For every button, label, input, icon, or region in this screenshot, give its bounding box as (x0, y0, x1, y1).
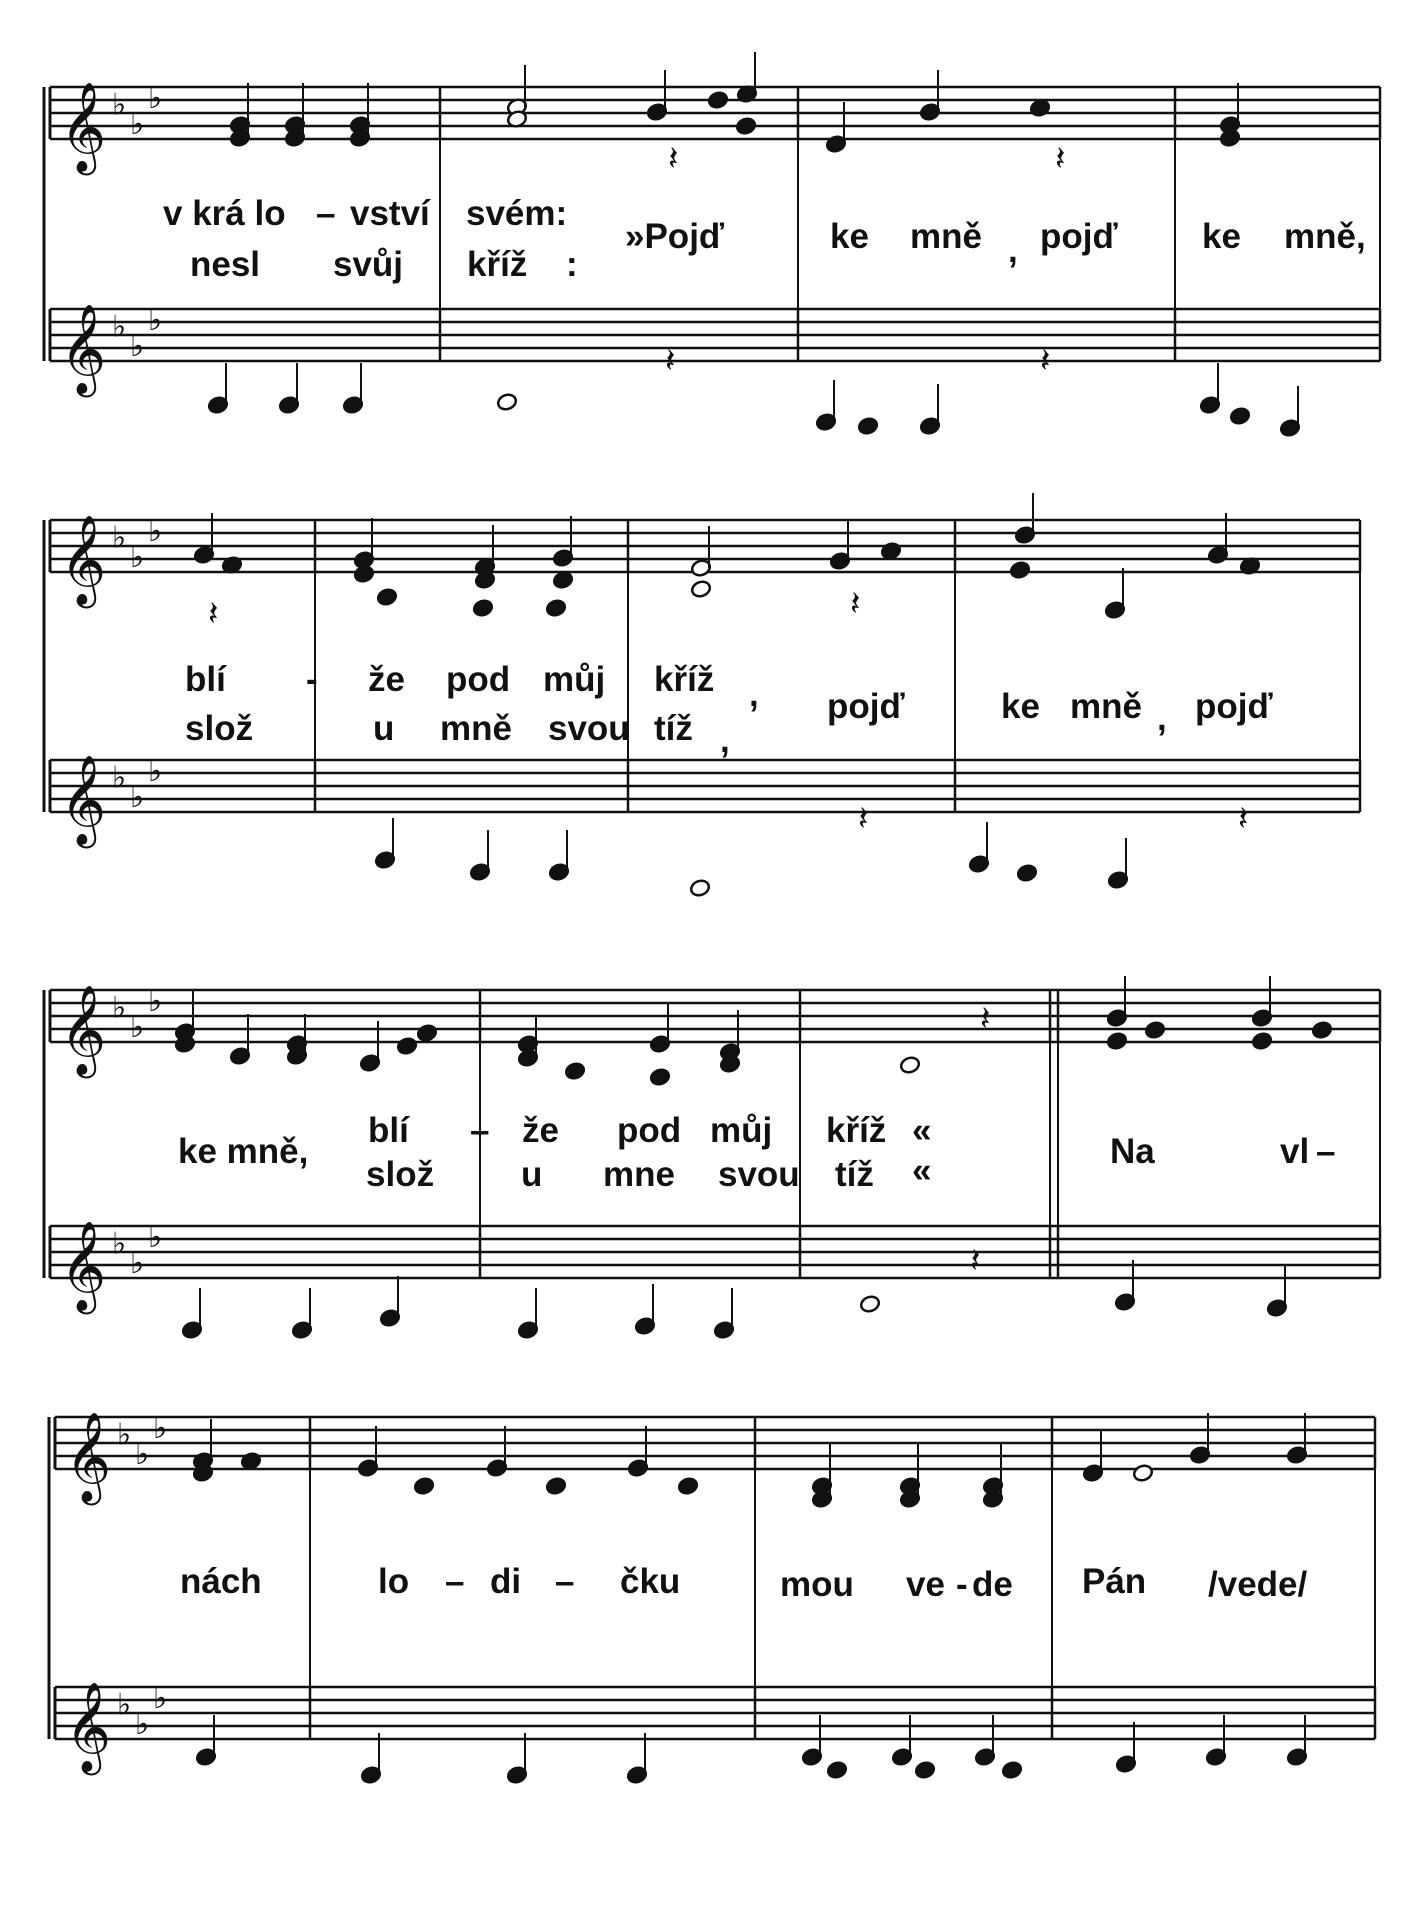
notehead (677, 1476, 699, 1495)
treble-clef-icon: 𝄞 (60, 82, 107, 170)
lyric: pod (617, 1111, 682, 1150)
flat-icon: ♭ (112, 1227, 127, 1261)
notehead (914, 1760, 936, 1779)
flat-icon: ♭ (153, 1412, 168, 1446)
lyric: u (373, 709, 395, 748)
lyric: nesl (190, 245, 261, 284)
lyric: můj (543, 660, 606, 699)
lyric: mně (440, 709, 512, 748)
notehead (1144, 1020, 1166, 1039)
lyric: blí (185, 660, 226, 699)
flat-icon: ♭ (117, 1688, 132, 1722)
lyric: ke mně, (178, 1132, 309, 1171)
lyric: vl (1280, 1132, 1310, 1171)
treble-clef-icon: 𝄞 (60, 304, 107, 392)
lyric: kříž (467, 245, 528, 284)
flat-icon: ♭ (148, 304, 163, 338)
notehead (1016, 863, 1038, 882)
flat-icon: ♭ (112, 991, 127, 1025)
notehead (496, 392, 518, 411)
flat-icon: ♭ (148, 82, 163, 116)
flat-icon: ♭ (117, 1418, 132, 1452)
notehead (857, 416, 879, 435)
notehead (735, 116, 757, 135)
lyric: svém: (466, 194, 568, 233)
rest-icon: 𝄽 (668, 140, 679, 178)
lyric: di (490, 1562, 522, 1601)
notehead (472, 598, 494, 617)
lyric: tíž (654, 709, 693, 748)
rest-icon: 𝄽 (850, 585, 861, 623)
lyric: slož (366, 1155, 435, 1194)
flat-icon: ♭ (148, 515, 163, 549)
rest-icon: 𝄽 (980, 1000, 991, 1038)
lyric: ke (830, 217, 869, 256)
flat-icon: ♭ (112, 521, 127, 555)
notehead (416, 1023, 438, 1042)
rest-icon: 𝄽 (1055, 140, 1066, 178)
rest-icon: 𝄽 (665, 342, 676, 380)
notehead (1229, 406, 1251, 425)
lyric: , (1157, 699, 1167, 738)
flat-icon: ♭ (148, 755, 163, 789)
notehead (1132, 1463, 1154, 1482)
notehead (353, 564, 375, 583)
lyric: de (972, 1565, 1013, 1604)
flat-icon: ♭ (112, 761, 127, 795)
notehead (413, 1476, 435, 1495)
flat-icon: ♭ (130, 541, 145, 575)
lyric: ke (1202, 217, 1241, 256)
rest-icon: 𝄽 (970, 1242, 981, 1280)
notehead (564, 1061, 586, 1080)
lyric: v krá lo (163, 194, 286, 233)
notes (174, 52, 1336, 1785)
rest-icon: 𝄽 (1238, 800, 1249, 838)
lyric: /vede/ (1208, 1565, 1308, 1604)
lyric: , (749, 675, 759, 714)
notehead (1009, 560, 1031, 579)
notehead (1106, 1031, 1128, 1050)
notehead (859, 1294, 881, 1313)
lyric: mně (1070, 687, 1142, 726)
flat-icon: ♭ (135, 1708, 150, 1742)
lyric: – (316, 194, 336, 233)
lyric: slož (185, 709, 254, 748)
treble-clef-icon: 𝄞 (65, 1682, 112, 1770)
lyric: « (912, 1111, 932, 1150)
lyric: – (555, 1562, 575, 1601)
notehead (545, 1476, 567, 1495)
notehead (899, 1055, 921, 1074)
notehead (649, 1067, 671, 1086)
lyric: mne (603, 1155, 675, 1194)
flat-icon: ♭ (148, 1221, 163, 1255)
lyric: kříž (654, 660, 715, 699)
staves (44, 82, 1380, 1776)
lyric: lo (378, 1562, 410, 1601)
lyric: u (521, 1155, 543, 1194)
lyric: že (522, 1111, 559, 1150)
lyric: ve (906, 1565, 945, 1604)
lyric: - (306, 660, 318, 699)
flat-icon: ♭ (112, 88, 127, 122)
notehead (376, 587, 398, 606)
lyric: že (368, 660, 405, 699)
flat-icon: ♭ (130, 1247, 145, 1281)
lyric: nách (180, 1562, 262, 1601)
lyric: můj (710, 1111, 773, 1150)
lyric: , (1008, 231, 1018, 270)
lyric: pojď (1195, 687, 1273, 726)
rest-icon: 𝄽 (858, 800, 869, 838)
treble-clef-icon: 𝄞 (60, 985, 107, 1073)
lyric: – (445, 1562, 465, 1601)
lyric: blí (368, 1111, 409, 1150)
treble-clef-icon: 𝄞 (60, 1221, 107, 1309)
treble-clef-icon: 𝄞 (65, 1412, 112, 1500)
lyric: – (470, 1111, 490, 1150)
lyric: svůj (333, 245, 404, 284)
notehead (1311, 1020, 1333, 1039)
treble-clef-icon: 𝄞 (60, 755, 107, 843)
lyric: mou (780, 1565, 854, 1604)
flat-icon: ♭ (153, 1682, 168, 1716)
flat-icon: ♭ (130, 330, 145, 364)
notehead (707, 90, 729, 109)
lyric: - (956, 1565, 968, 1604)
flat-icon: ♭ (112, 310, 127, 344)
lyric: pojď (1040, 217, 1118, 256)
flat-icon: ♭ (135, 1438, 150, 1472)
notehead (1001, 1760, 1023, 1779)
lyric: svou (548, 709, 630, 748)
flat-icon: ♭ (130, 1011, 145, 1045)
notehead (545, 598, 567, 617)
lyric: »Pojď (625, 217, 725, 256)
lyric: vství (350, 194, 430, 233)
rest-icon: 𝄽 (1040, 342, 1051, 380)
notehead (826, 1760, 848, 1779)
lyric: mně (910, 217, 982, 256)
lyric: Na (1110, 1132, 1155, 1171)
lyric: pod (446, 660, 511, 699)
lyric: čku (620, 1562, 681, 1601)
lyric: , (720, 721, 730, 760)
treble-clef-icon: 𝄞 (60, 515, 107, 603)
notehead (1251, 1031, 1273, 1050)
rest-icon: 𝄽 (208, 595, 219, 633)
lyric: Pán (1082, 1562, 1147, 1601)
notehead (690, 579, 712, 598)
lyric: svou (718, 1155, 800, 1194)
notehead (396, 1036, 418, 1055)
lyric: ke (1001, 687, 1040, 726)
lyric: : (566, 245, 578, 284)
flat-icon: ♭ (148, 985, 163, 1019)
lyric: mně, (1284, 217, 1366, 256)
notehead (689, 878, 711, 897)
lyric: pojď (827, 687, 905, 726)
lyric: « (912, 1151, 932, 1190)
lyric: tíž (835, 1155, 874, 1194)
flat-icon: ♭ (130, 108, 145, 142)
flat-icon: ♭ (130, 781, 145, 815)
lyric: – (1316, 1132, 1336, 1171)
lyric: kříž (826, 1111, 887, 1150)
